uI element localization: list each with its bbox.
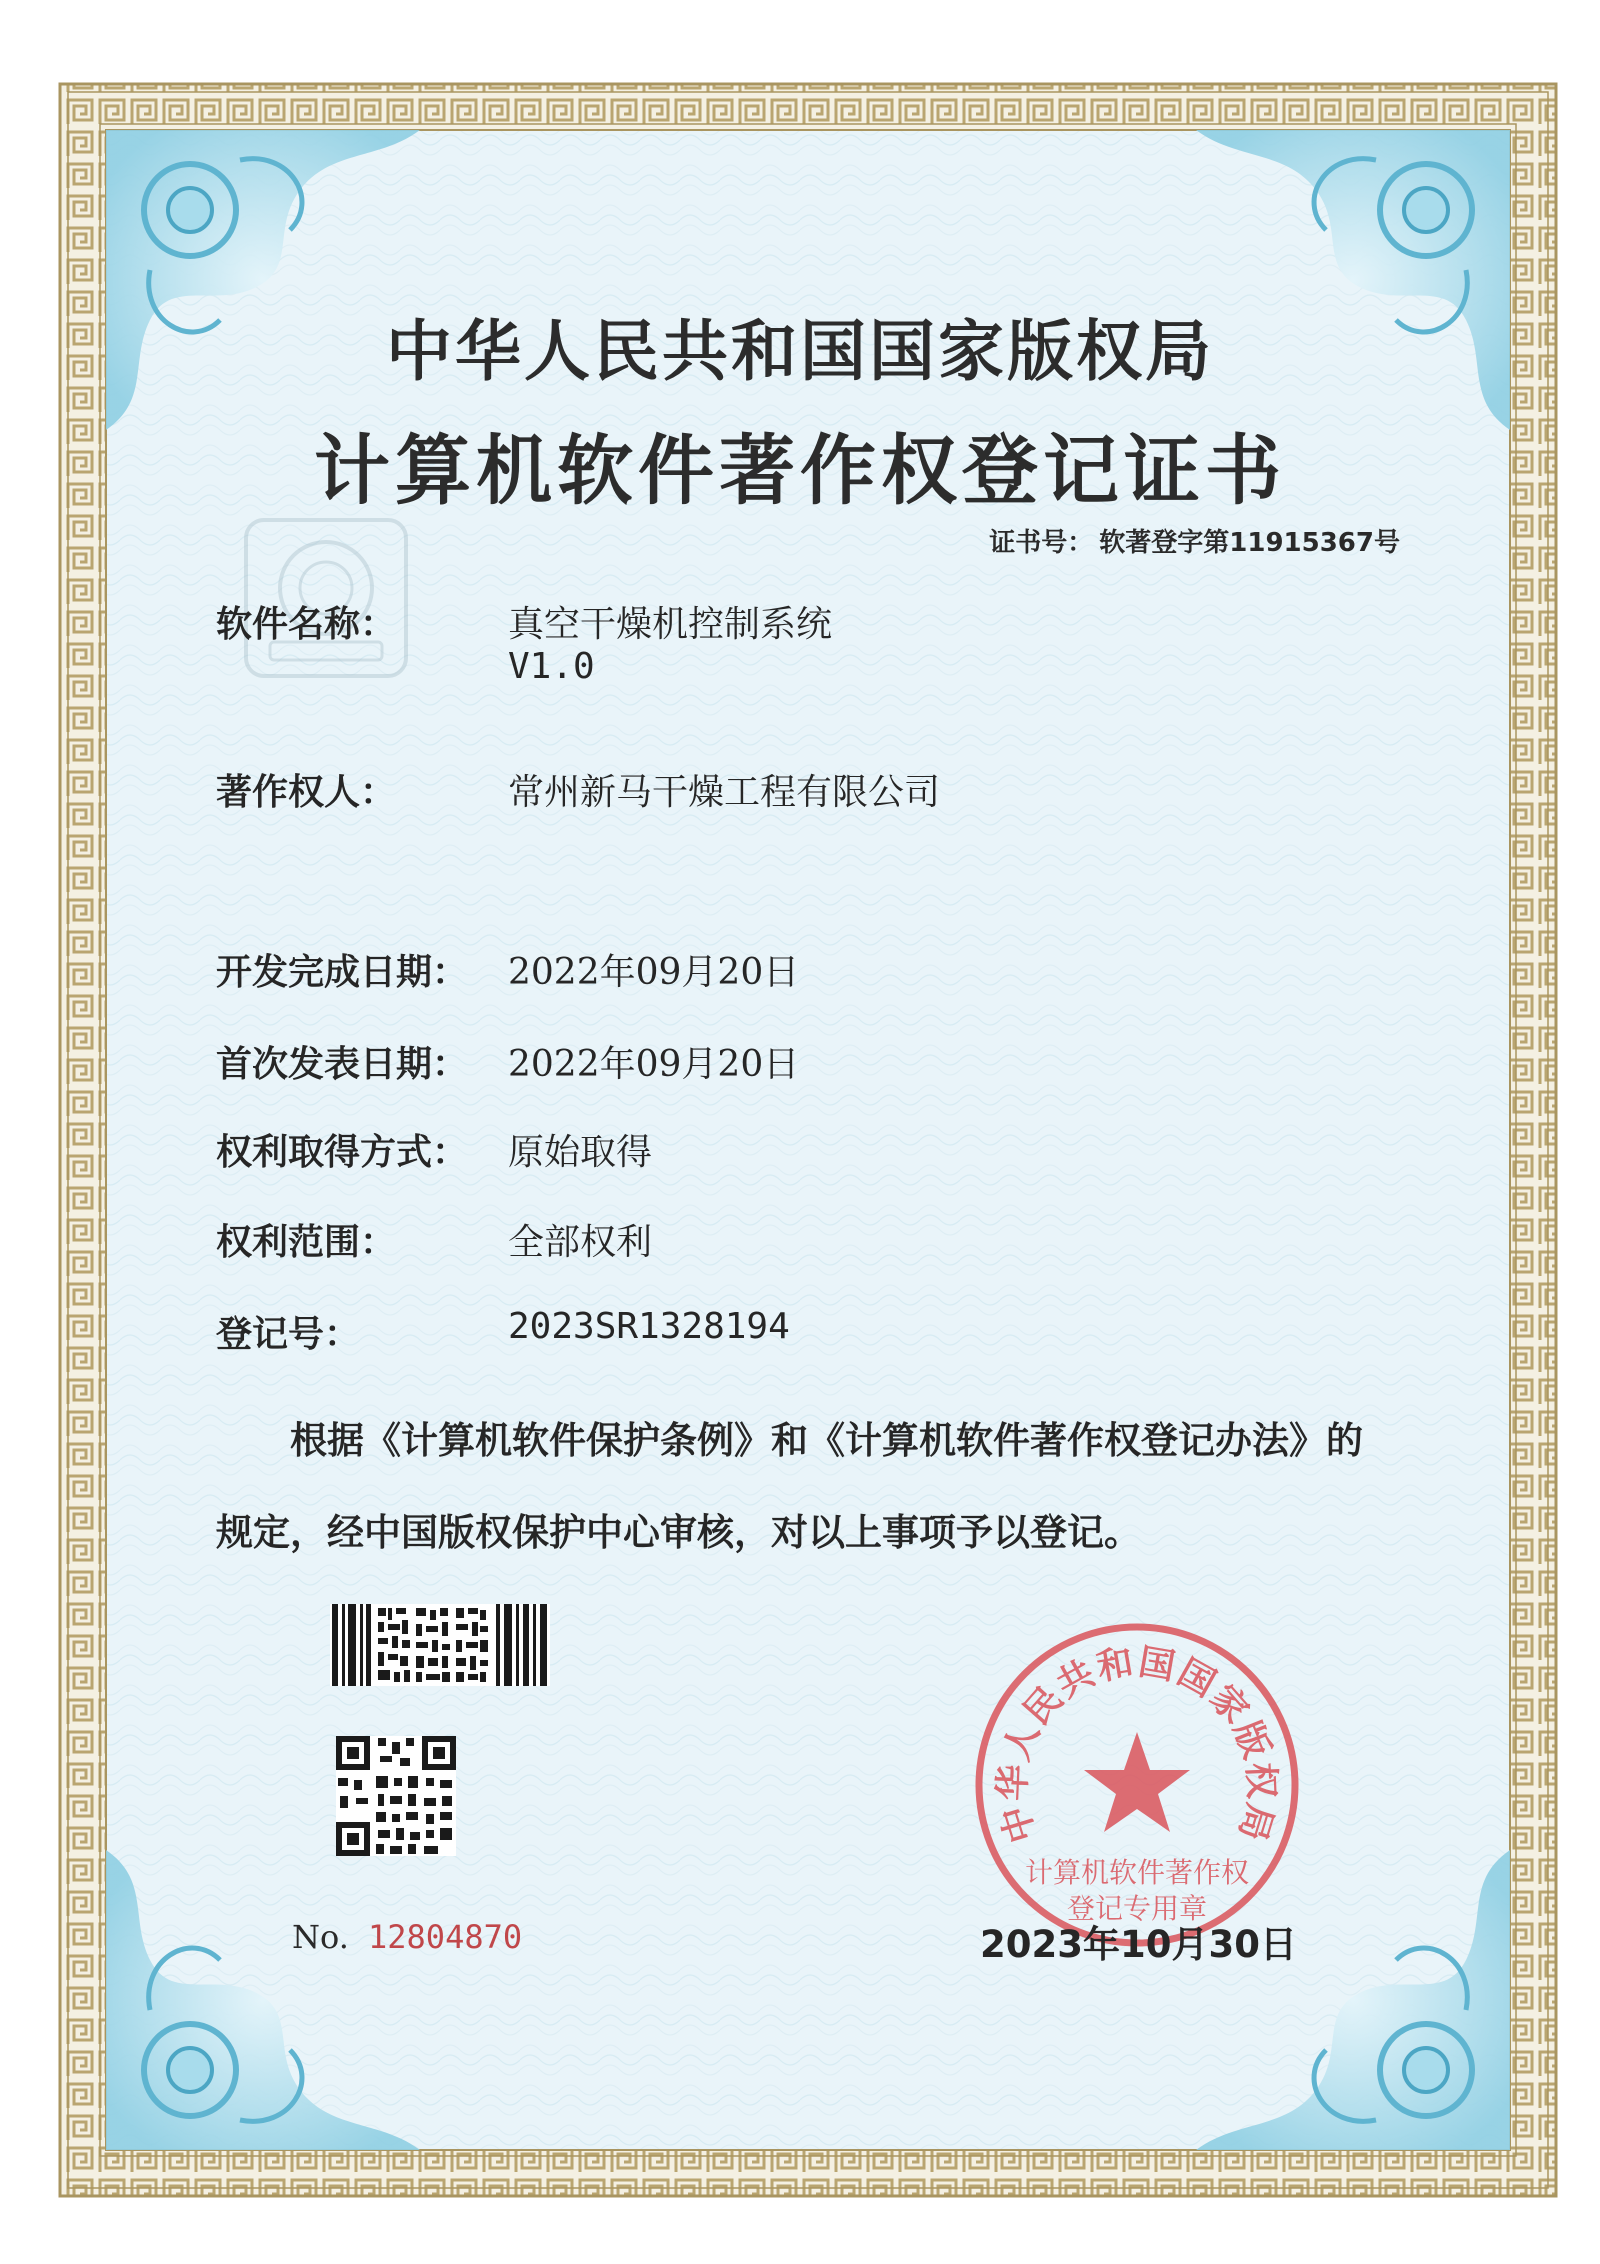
- official-seal: [972, 1620, 1302, 1950]
- field-value-software-version: V1.0: [508, 646, 595, 687]
- field-label-rights-scope: 权利范围：: [216, 1222, 397, 1263]
- certificate-number-label: 证书号：: [989, 528, 1094, 558]
- certificate-number: [983, 522, 1400, 559]
- field-value-copyright-owner: 常州新马干燥工程有限公司: [508, 772, 941, 813]
- field-label-registration-number: 登记号：: [216, 1314, 361, 1355]
- issuer-title: 中华人民共和国国家版权局: [386, 313, 1214, 390]
- seal-line-1: 计算机软件著作权: [1024, 1856, 1250, 1889]
- issue-date: 2023年10月30日: [980, 1923, 1297, 1966]
- field-label-first-publication-date: 首次发表日期：: [216, 1044, 469, 1085]
- statement-line-1: 根据《计算机软件保护条例》和《计算机软件著作权登记办法》的: [290, 1419, 1363, 1462]
- certificate-title: 计算机软件著作权登记证书: [314, 426, 1286, 515]
- field-label-software-name: 软件名称：: [216, 604, 397, 645]
- field-value-registration-number: 2023SR1328194: [508, 1306, 790, 1347]
- field-value-software-name: 真空干燥机控制系统: [508, 604, 833, 645]
- qr-code: [336, 1736, 456, 1856]
- field-label-acquisition-method: 权利取得方式：: [216, 1132, 469, 1173]
- barcode: [330, 1604, 550, 1686]
- field-value-acquisition-method: 原始取得: [508, 1132, 653, 1173]
- statement-line-2: 规定，经中国版权保护中心审核，对以上事项予以登记。: [216, 1511, 1141, 1554]
- serial-number-value: 12804870: [368, 1918, 523, 1956]
- certificate-number-value: 软著登字第11915367号: [1099, 528, 1400, 558]
- serial-number-label: No.: [292, 1918, 349, 1956]
- field-value-dev-completion-date: 2022年09月20日: [508, 952, 800, 993]
- field-label-copyright-owner: 著作权人：: [216, 772, 397, 813]
- seal-line-2: 登记专用章: [1066, 1892, 1208, 1925]
- field-value-rights-scope: 全部权利: [508, 1222, 653, 1263]
- seal-arc-text: 中华人民共和国国家版权局: [992, 1641, 1282, 1848]
- field-label-dev-completion-date: 开发完成日期：: [216, 952, 469, 993]
- field-value-first-publication-date: 2022年09月20日: [508, 1044, 800, 1085]
